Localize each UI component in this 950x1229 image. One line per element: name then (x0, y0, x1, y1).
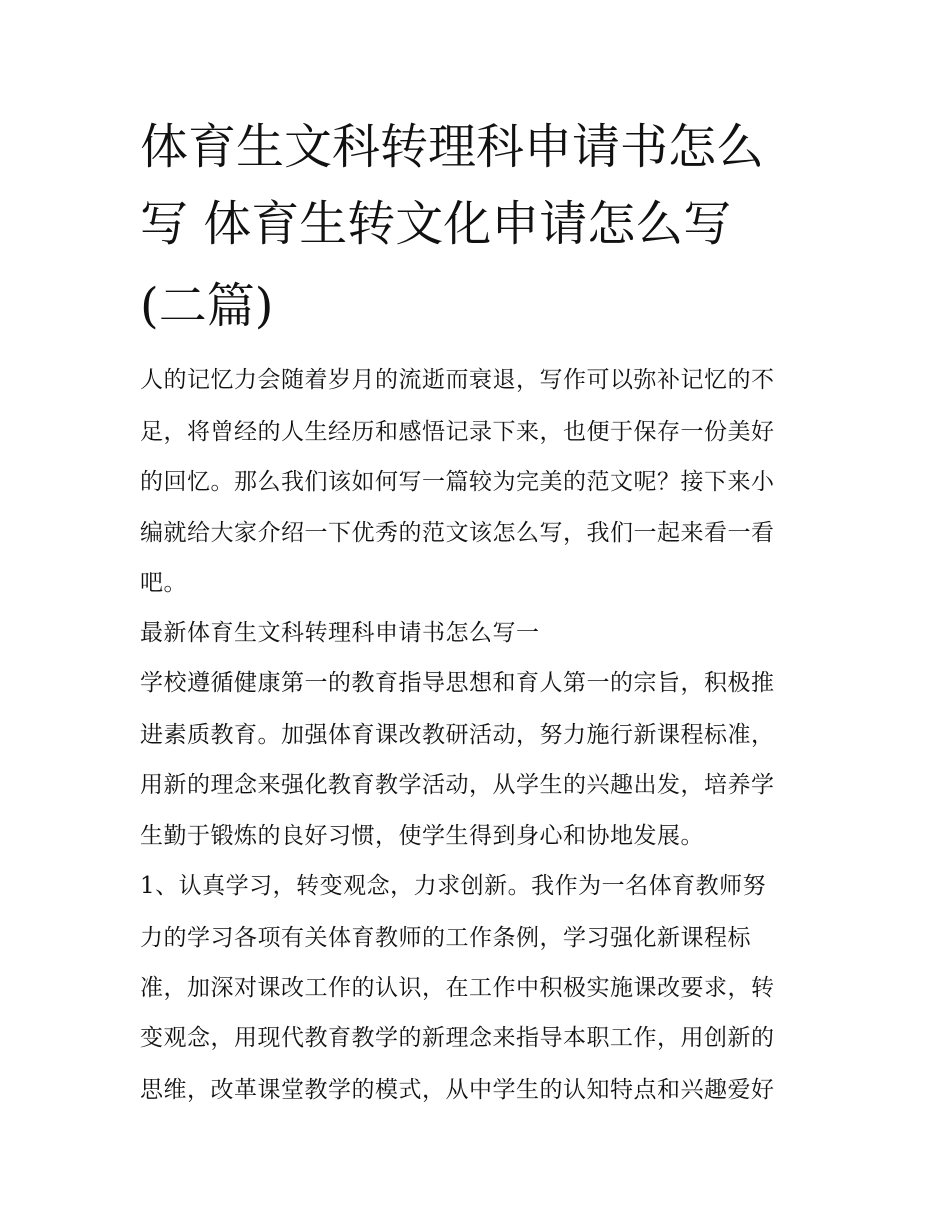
body-line: 人的记忆力会随着岁月的流逝而衰退，写作可以弥补记忆的不 (140, 367, 775, 393)
body-line: 的回忆。那么我们该如何写一篇较为完美的范文呢？接下来小 (140, 469, 775, 495)
title-line-3: (二篇) (140, 278, 274, 334)
title-line-1: 体育生文科转理科申请书怎么 (140, 119, 765, 175)
body-line: 进素质教育。加强体育课改教研活动，努力施行新课程标准， (140, 722, 775, 748)
body-line: 足，将曾经的人生经历和感悟记录下来，也便于保存一份美好 (140, 419, 775, 445)
body-line: 思维，改革课堂教学的模式，从中学生的认知特点和兴趣爱好 (140, 1077, 775, 1103)
body-line: 用新的理念来强化教育教学活动，从学生的兴趣出发，培养学 (140, 772, 775, 798)
section-heading: 最新体育生文科转理科申请书怎么写一 (140, 620, 540, 646)
body-line: 准，加深对课改工作的认识，在工作中积极实施课改要求，转 (140, 975, 775, 1001)
body-line: 吧。 (140, 570, 187, 596)
body-line: 变观念，用现代教育教学的新理念来指导本职工作，用创新的 (140, 1025, 775, 1051)
body-line: 编就给大家介绍一下优秀的范文该怎么写，我们一起来看一看 (140, 520, 775, 546)
title-line-2: 写 体育生转文化申请怎么写 (140, 196, 732, 252)
body-line: 力的学习各项有关体育教师的工作条例，学习强化新课程标 (140, 925, 751, 951)
body-line: 学校遵循健康第一的教育指导思想和育人第一的宗旨，积极推 (140, 670, 775, 696)
body-line: 生勤于锻炼的良好习惯，使学生得到身心和协地发展。 (140, 823, 704, 849)
body-line: 1、认真学习，转变观念，力求创新。我作为一名体育教师努 (140, 873, 767, 899)
